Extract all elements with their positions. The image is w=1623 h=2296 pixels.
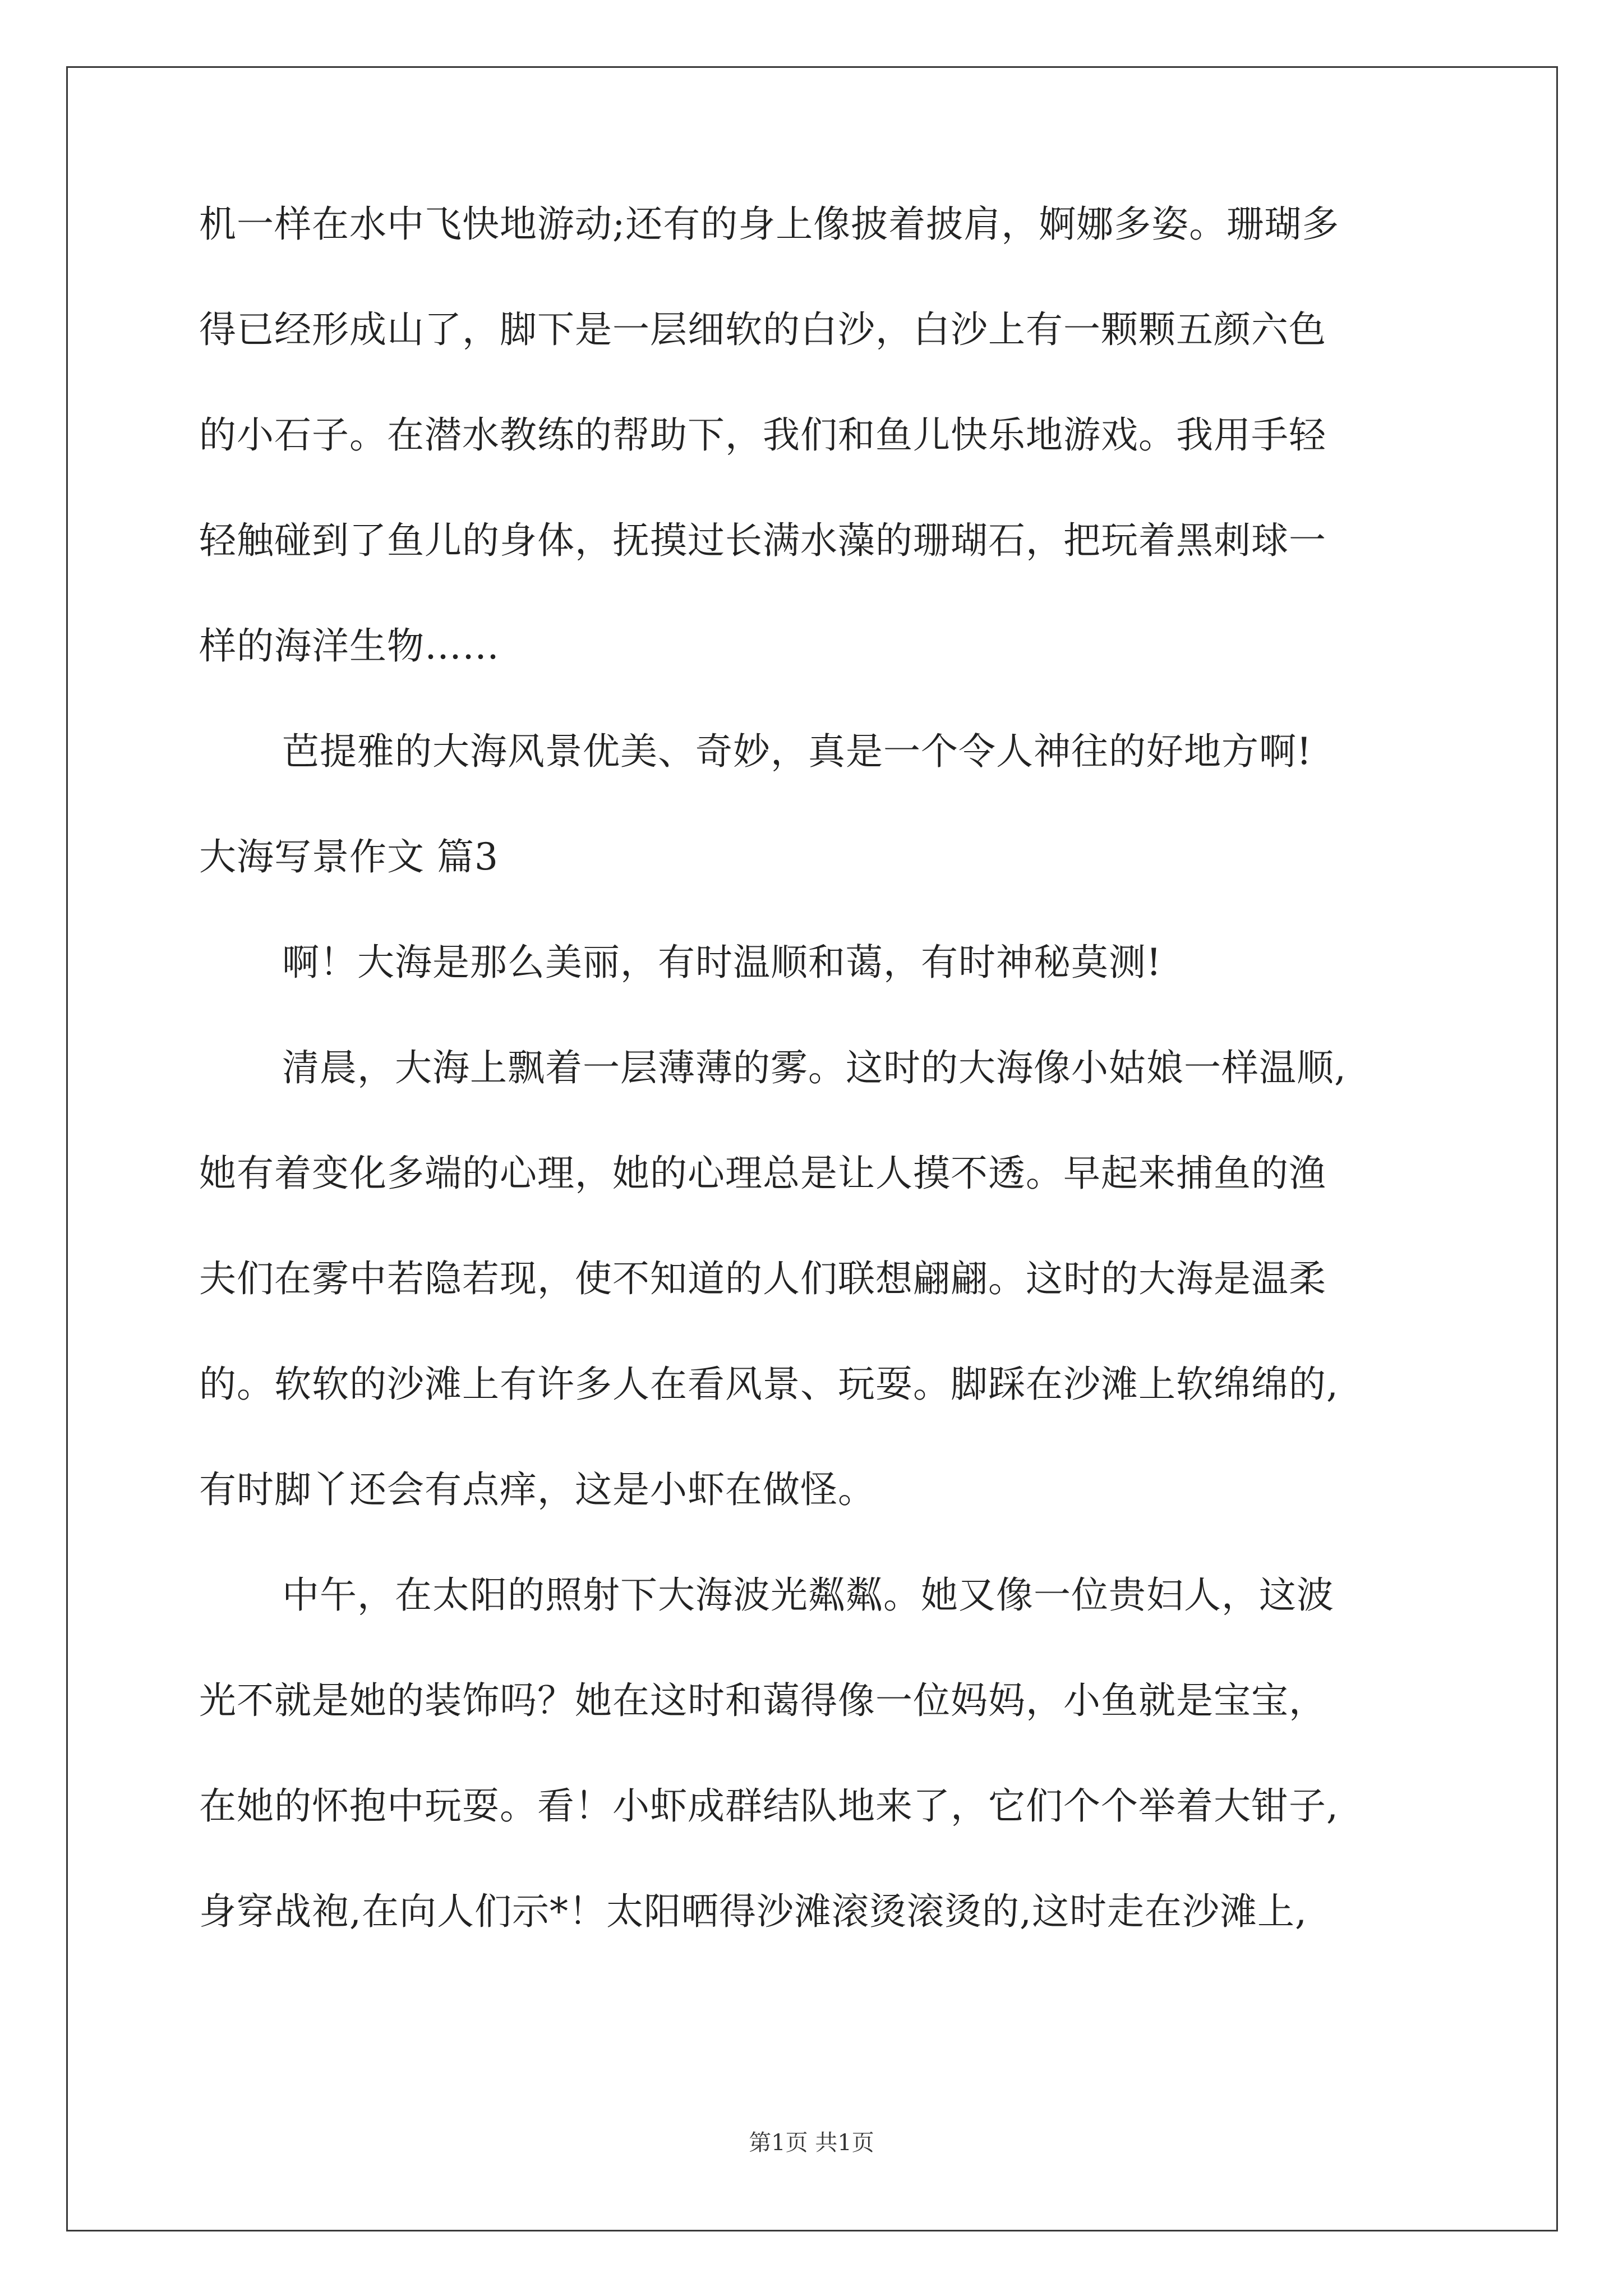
- paragraph-line: 芭提雅的大海风景优美、奇妙，真是一个令人神往的好地方啊!: [282, 730, 1312, 773]
- paragraph-line: 的小石子。在潜水教练的帮助下，我们和鱼儿快乐地游戏。我用手轻: [199, 413, 1326, 457]
- paragraph-line: 光不就是她的装饰吗？她在这时和蔼得像一位妈妈，小鱼就是宝宝，: [199, 1679, 1326, 1722]
- paragraph-line: 在她的怀抱中玩耍。看！小虾成群结队地来了，它们个个举着大钳子,: [199, 1784, 1339, 1828]
- paragraph-line: 轻触碰到了鱼儿的身体，抚摸过长满水藻的珊瑚石，把玩着黑刺球一: [199, 519, 1326, 562]
- page-footer: 第1页 共1页: [749, 2130, 874, 2156]
- paragraph-line: 的。软软的沙滩上有许多人在看风景、玩耍。脚踩在沙滩上软绵绵的,: [199, 1363, 1339, 1406]
- paragraph-line: 清晨，大海上飘着一层薄薄的雾。这时的大海像小姑娘一样温顺,: [282, 1046, 1347, 1089]
- paragraph-line: 有时脚丫还会有点痒，这是小虾在做怪。: [199, 1468, 875, 1511]
- paragraph-line: 中午，在太阳的照射下大海波光粼粼。她又像一位贵妇人，这波: [282, 1573, 1334, 1617]
- section-heading: 大海写景作文 篇3: [199, 835, 499, 878]
- paragraph-line: 啊！大海是那么美丽，有时温顺和蔼，有时神秘莫测!: [282, 941, 1162, 984]
- paragraph-line: 她有着变化多端的心理，她的心理总是让人摸不透。早起来捕鱼的渔: [199, 1152, 1326, 1195]
- paragraph-line: 得已经形成山了，脚下是一层细软的白沙，白沙上有一颗颗五颜六色: [199, 308, 1326, 351]
- paragraph-line: 身穿战袍,在向人们示*！太阳晒得沙滩滚烫滚烫的,这时走在沙滩上,: [199, 1890, 1307, 1933]
- paragraph-line: 机一样在水中飞快地游动;还有的身上像披着披肩，婀娜多姿。珊瑚多: [199, 203, 1340, 246]
- paragraph-line: 夫们在雾中若隐若现，使不知道的人们联想翩翩。这时的大海是温柔: [199, 1257, 1326, 1300]
- paragraph-line: 样的海洋生物……: [199, 624, 500, 668]
